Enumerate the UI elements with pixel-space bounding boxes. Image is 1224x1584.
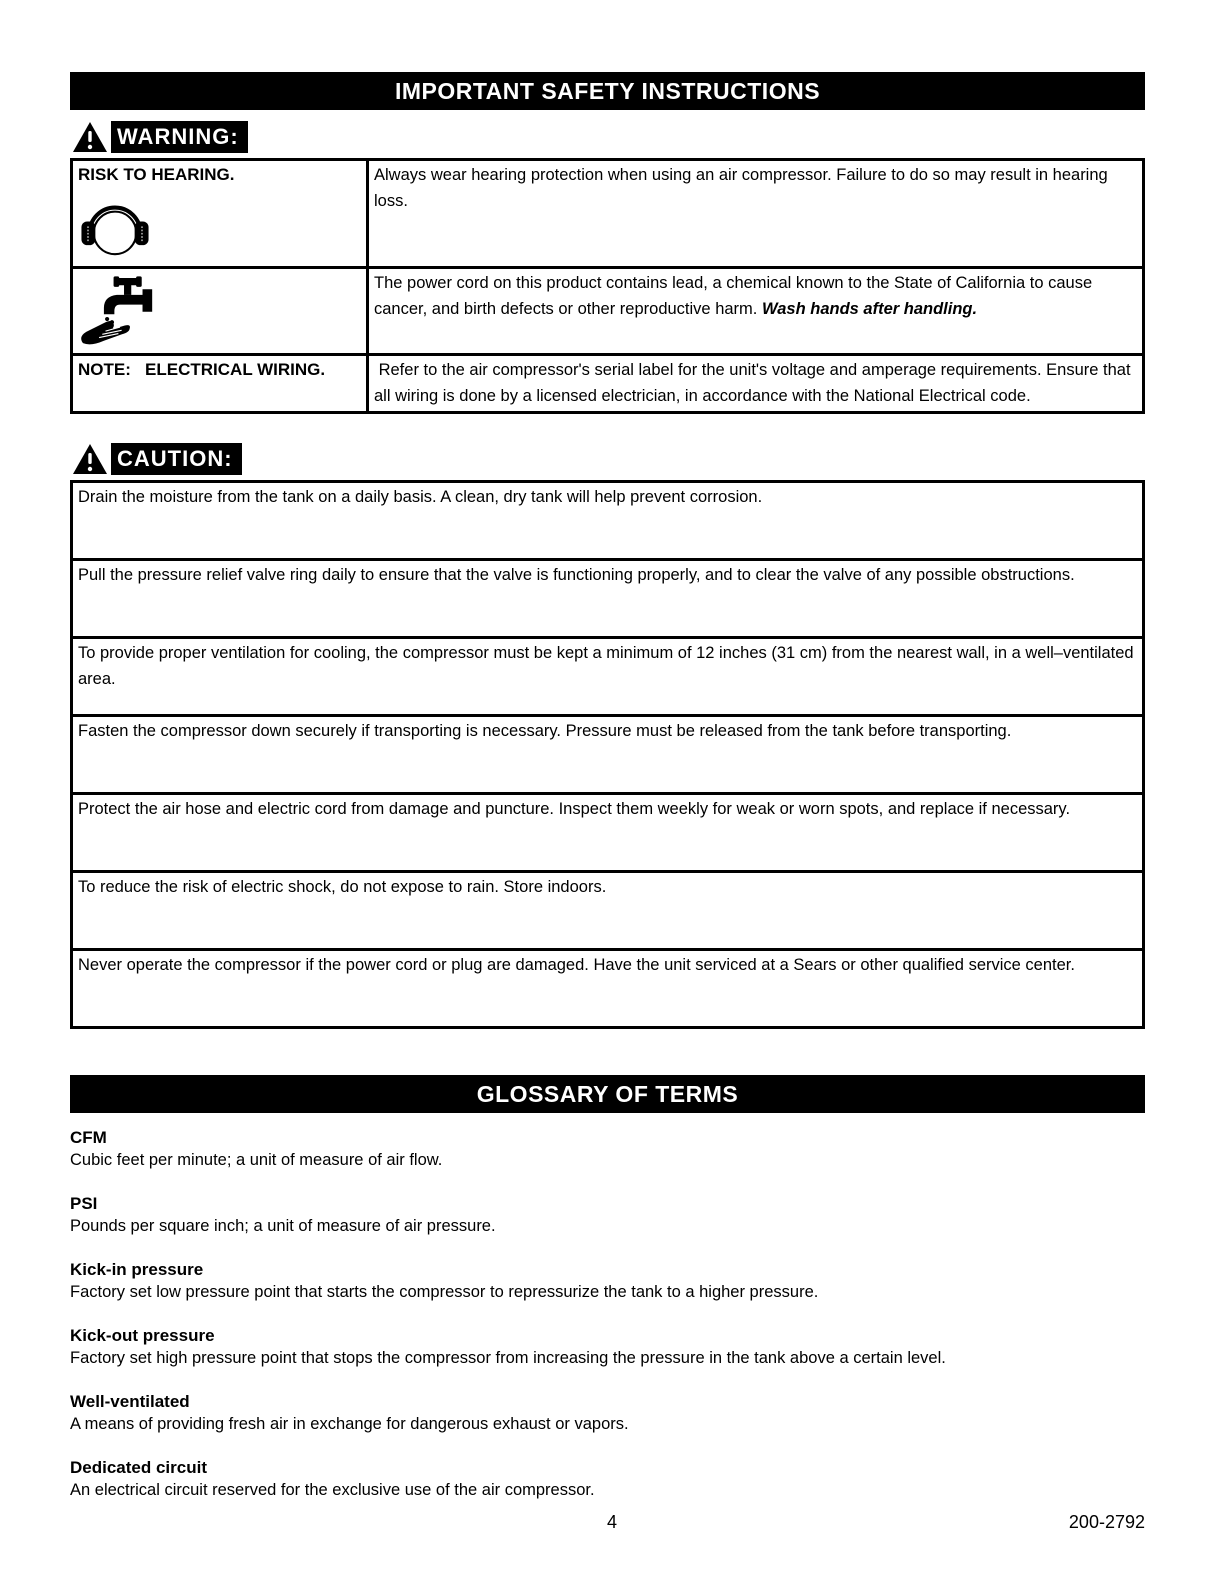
glossary-entry [70,1193,1145,1238]
page-number: 4 [606,1512,618,1532]
document-number: 200-2792 [1068,1512,1145,1532]
glossary-definition: Cubic feet per minute; a unit of measure of air flow. [70,1151,443,1169]
glossary-header-bar [70,1075,1145,1113]
glossary-term: PSI [70,1194,98,1213]
caution-cell [72,716,1144,794]
caution-cell [72,794,1144,872]
warning-row-wiring [72,355,1144,413]
caution-text: Pull the pressure relief valve ring daily to ensure that the valve is functioning properly, and to clear the valve of any possible obstructions. [78,566,1075,584]
caution-cell [72,560,1144,638]
glossary-term: Well-ventilated [70,1392,190,1411]
caution-text: Never operate the compressor if the power cord or plug are damaged. Have the unit serviced at a Sears or other qualified service center. [78,956,1075,974]
row-text: Always wear hearing protection when using an air compressor. Failure to do so may result in hearing loss. [374,166,1108,210]
warning-row-wiring-text-cell [368,355,1144,413]
caution-row [72,950,1144,1028]
caution-cell [72,872,1144,950]
row-text-bold-italic: Wash hands after handling. [761,300,978,318]
caution-cell [72,482,1144,560]
warning-row-lead-icon-cell [72,268,368,355]
caution-text: Drain the moisture from the tank on a daily basis. A clean, dry tank will help prevent corrosion. [78,488,763,506]
glossary-list [70,1127,1145,1502]
glossary-entry [70,1259,1145,1304]
row-heading: RISK TO HEARING. [78,165,235,184]
glossary-definition: Factory set high pressure point that stops the compressor from increasing the pressure in the tank above a certain level. [70,1349,946,1367]
glossary-definition: A means of providing fresh air in exchange for dangerous exhaust or vapors. [70,1415,629,1433]
warning-triangle-icon [72,443,108,475]
warning-label [72,120,1145,153]
warning-triangle-icon [72,121,108,153]
caution-text: To reduce the risk of electric shock, do not expose to rain. Store indoors. [78,878,607,896]
caution-row [72,872,1144,950]
glossary-entry [70,1391,1145,1436]
caution-row [72,560,1144,638]
caution-table [70,480,1145,1029]
caution-label [72,442,1145,475]
caution-label-text: CAUTION: [111,443,242,475]
warning-row-hearing [72,160,1144,268]
glossary-term: Kick-out pressure [70,1326,215,1345]
row-text: Refer to the air compressor's serial label for the unit's voltage and amperage requirements. Ensure that all wiring is done by a licensed electrician, in accordance with the National Electrical code. [374,361,1136,405]
caution-row [72,638,1144,716]
glossary-term: Kick-in pressure [70,1260,204,1279]
hearing-protection-icon [78,192,360,264]
glossary-entry [70,1127,1145,1172]
glossary-header-title: GLOSSARY OF TERMS [476,1080,739,1107]
warning-row-hearing-text-cell [368,160,1144,268]
safety-header-bar [70,72,1145,110]
glossary-entry [70,1325,1145,1370]
warning-row-lead-text-cell [368,268,1144,355]
glossary-definition: Factory set low pressure point that starts the compressor to repressurize the tank to a higher pressure. [70,1283,819,1301]
caution-text: Fasten the compressor down securely if transporting is necessary. Pressure must be released from the tank before transporting. [78,722,1012,740]
warning-table [70,158,1145,414]
glossary-definition: Pounds per square inch; a unit of measure of air pressure. [70,1217,496,1235]
caution-text: Protect the air hose and electric cord from damage and puncture. Inspect them weekly for weak or worn spots, and replace if necessary. [78,800,1071,818]
row-heading: NOTE: ELECTRICAL WIRING. [78,360,326,379]
warning-label-text: WARNING: [111,121,248,153]
safety-header-title: IMPORTANT SAFETY INSTRUCTIONS [394,77,821,104]
row-text: The power cord on this product contains lead, a chemical known to the State of California to cause cancer, and birth defects or other reproductive harm. [374,274,1093,318]
glossary-definition: An electrical circuit reserved for the exclusive use of the air compressor. [70,1481,595,1499]
glossary-entry [70,1457,1145,1502]
glossary-term: Dedicated circuit [70,1458,207,1477]
caution-row [72,482,1144,560]
wash-hands-icon [78,274,360,348]
caution-cell [72,950,1144,1028]
warning-row-lead [72,268,1144,355]
page-footer [0,1512,1224,1536]
warning-row-wiring-label-cell [72,355,368,413]
caution-row [72,794,1144,872]
warning-row-hearing-label-cell [72,160,368,268]
caution-text: To provide proper ventilation for cooling, the compressor must be kept a minimum of 12 inches (31 cm) from the nearest wall, in a well–ventilated area. [78,644,1134,688]
caution-cell [72,638,1144,716]
glossary-term: CFM [70,1128,107,1147]
caution-row [72,716,1144,794]
